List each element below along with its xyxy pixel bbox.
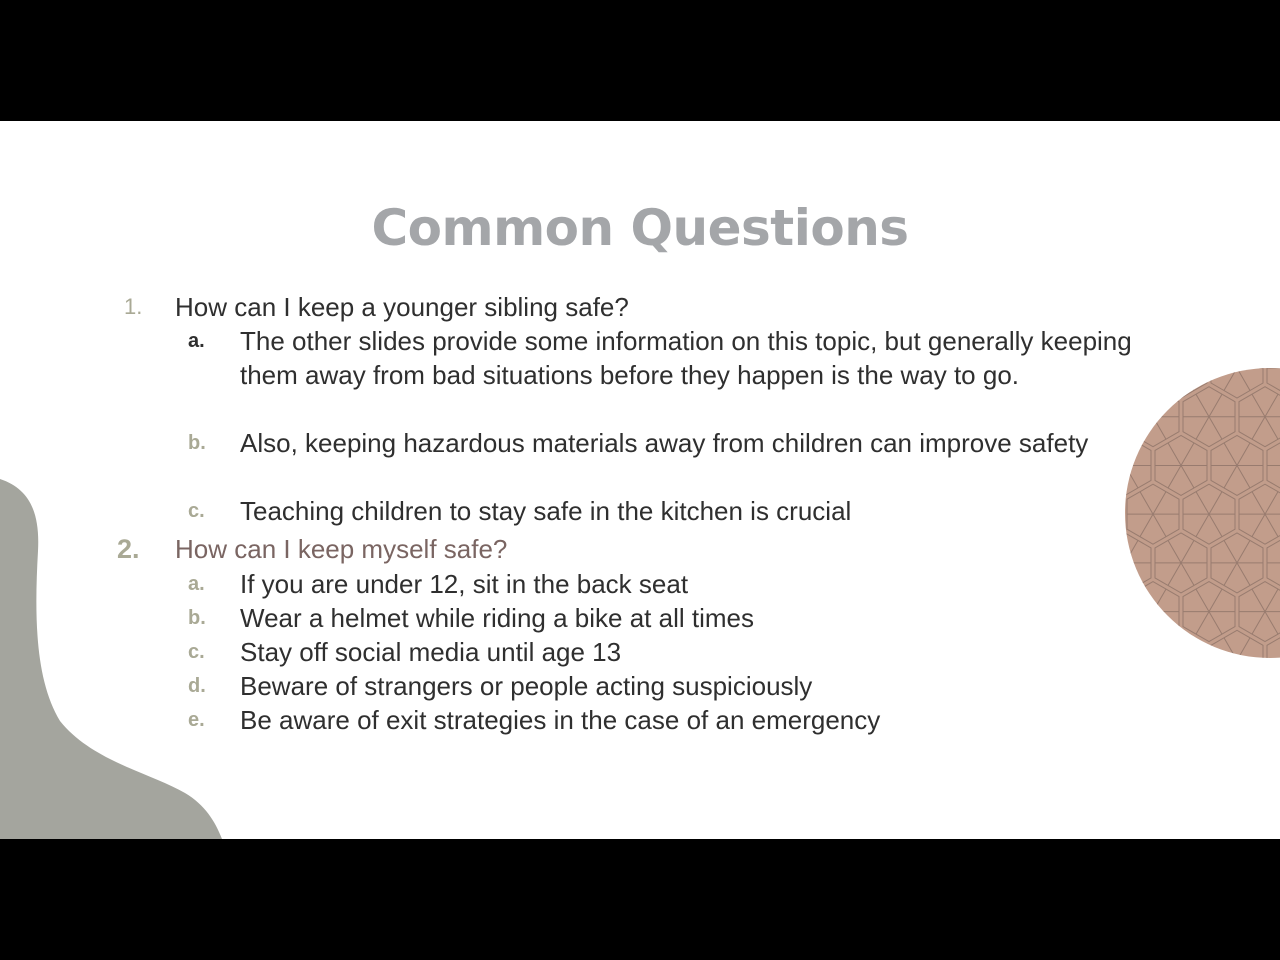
answer-text: Wear a helmet while riding a bike at all times — [240, 603, 754, 633]
pattern-line — [1168, 638, 1194, 658]
question-text: How can I keep a younger sibling safe? — [175, 292, 629, 322]
answer-letter: b. — [188, 607, 206, 629]
answer-letter: e. — [188, 709, 205, 731]
slide-title: Common Questions — [371, 199, 909, 257]
answer-text: The other slides provide some information on this topic, but generally keeping them away from bad situations before they happen is the way to go. — [240, 326, 1132, 390]
answer-letter: b. — [188, 432, 206, 454]
answer-text: Beware of strangers or people acting suspiciously — [240, 671, 813, 701]
letterbox-top — [0, 0, 1280, 121]
answer-text: Also, keeping hazardous materials away from children can improve safety — [240, 428, 1089, 458]
answer-text: Be aware of exit strategies in the case of an emergency — [240, 705, 881, 735]
question-text: How can I keep myself safe? — [175, 534, 508, 564]
pattern-line — [1168, 368, 1194, 391]
answer-letter: d. — [188, 675, 206, 697]
pattern-line — [1168, 638, 1194, 658]
letterbox-bottom — [0, 839, 1280, 960]
answer-text: If you are under 12, sit in the back seat — [240, 569, 689, 599]
slide — [0, 121, 1280, 839]
answer-letter: a. — [188, 330, 205, 352]
question-number: 2. — [117, 534, 140, 564]
question-number: 1. — [124, 294, 143, 319]
answer-letter: c. — [188, 641, 205, 663]
answer-letter: a. — [188, 573, 205, 595]
pattern-line — [1168, 368, 1194, 391]
answer-text: Teaching children to stay safe in the kitchen is crucial — [240, 496, 852, 526]
answer-letter: c. — [188, 500, 205, 522]
answer-text: Stay off social media until age 13 — [240, 637, 622, 667]
